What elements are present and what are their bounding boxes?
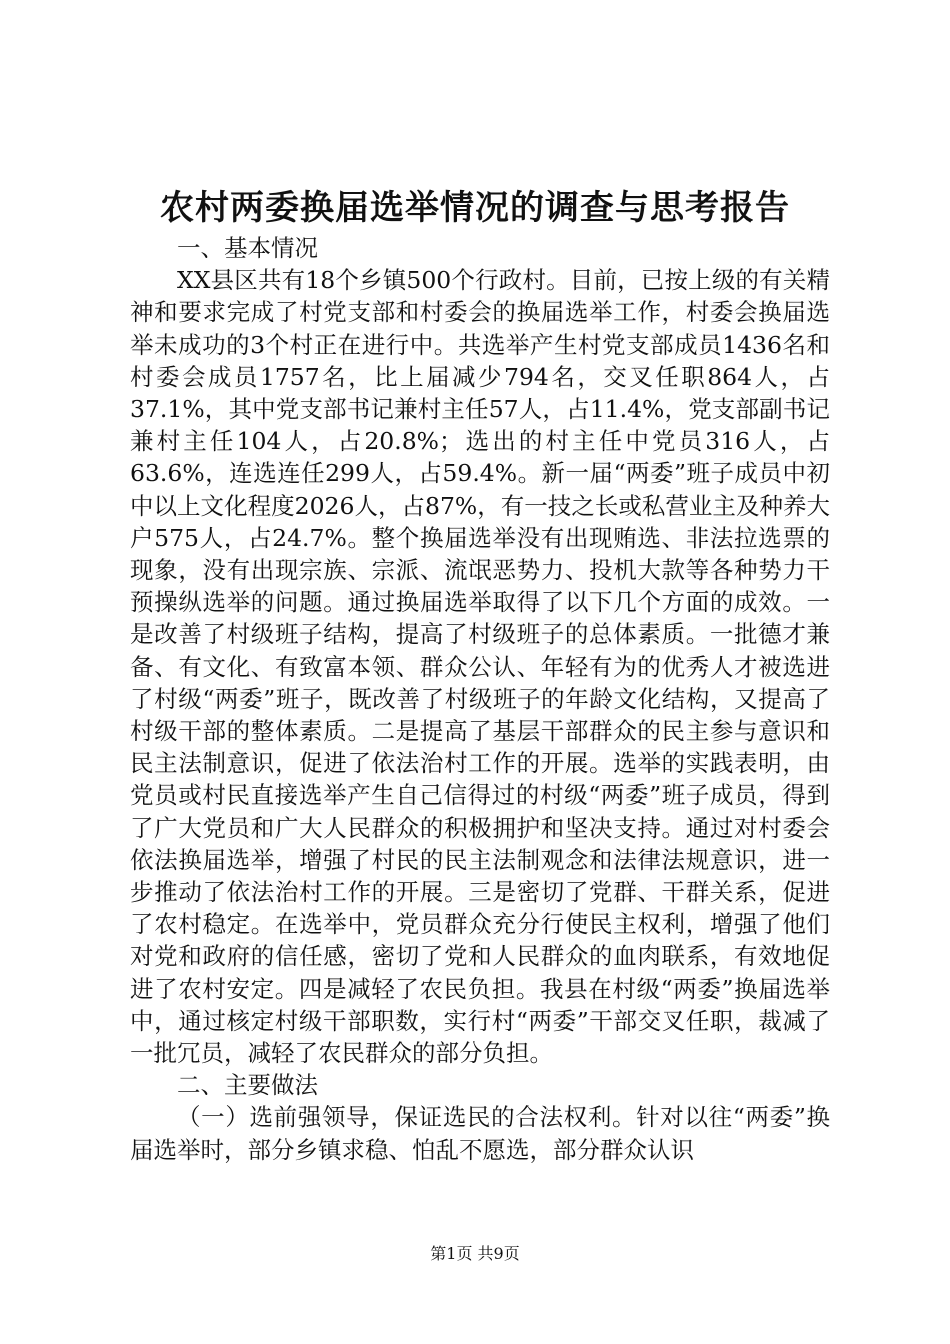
document-title: 农村两委换届选举情况的调查与思考报告 [160,188,790,228]
body-paragraph: XX县区共有18个乡镇500个行政村。目前，已按上级的有关精神和要求完成了村党支部和村委会的换届选举工作，村委会换届选举未成功的3个村正在进行中。共选举产生村党支部成员1436名和村委会成员1757名，比上届减少794名，交叉任职864人，占37.1%，其中党支部书记兼村主任57人，占11.4%，党支部副书记兼村主任104人，占20.8%；选出的村主任中党员316人，占63.6%，连选连任299人，占59.4%。新一届“两委”班子成员中初中以上文化程度2026人，占87%，有一技之长或私营业主及种养大户575人，占24.7%。整个换届选举没有出现贿选、非法拉选票的现象，没有出现宗族、宗派、流氓恶势力、投机大款等各种势力干预操纵选举的问题。通过换届选举取得了以下几个方面的成效。一是改善了村级班子结构，提高了村级班子的总体素质。一批德才兼备、有文化、有致富本领、群众公认、年轻有为的优秀人才被选进了村级“两委”班子，既改善了村级班子的年龄文化结构，又提高了村级干部的整体素质。二是提高了基层干部群众的民主参与意识和民主法制意识，促进了依法治村工作的开展。选举的实践表明，由党员或村民直接选举产生自己信得过的村级“两委”班子成员，得到了广大党员和广大人民群众的积极拥护和坚决支持。通过对村委会依法换届选举，增强了村民的民主法制观念和法律法规意识，进一步推动了依法治村工作的开展。三是密切了党群、干群关系，促进了农村稳定。在选举中，党员群众充分行使民主权利，增强了他们对党和政府的信任感，密切了党和人民群众的血肉联系，有效地促进了农村安定。四是减轻了农民负担。我县在村级“两委”换届选举中，通过核定村级干部职数，实行村“两委”干部交叉任职，裁减了一批冗员，减轻了农民群众的部分负担。 [130,266,830,1068]
body-paragraph: （一）选前强领导，保证选民的合法权利。针对以往“两委”换届选举时，部分乡镇求稳、怕乱不愿选，部分群众认识 [130,1103,830,1164]
page-footer: 第1页 共9页 [430,1244,520,1263]
document-body [130,232,830,1166]
section-heading: 二、主要做法 [177,1071,318,1100]
section-heading: 一、基本情况 [177,234,318,262]
